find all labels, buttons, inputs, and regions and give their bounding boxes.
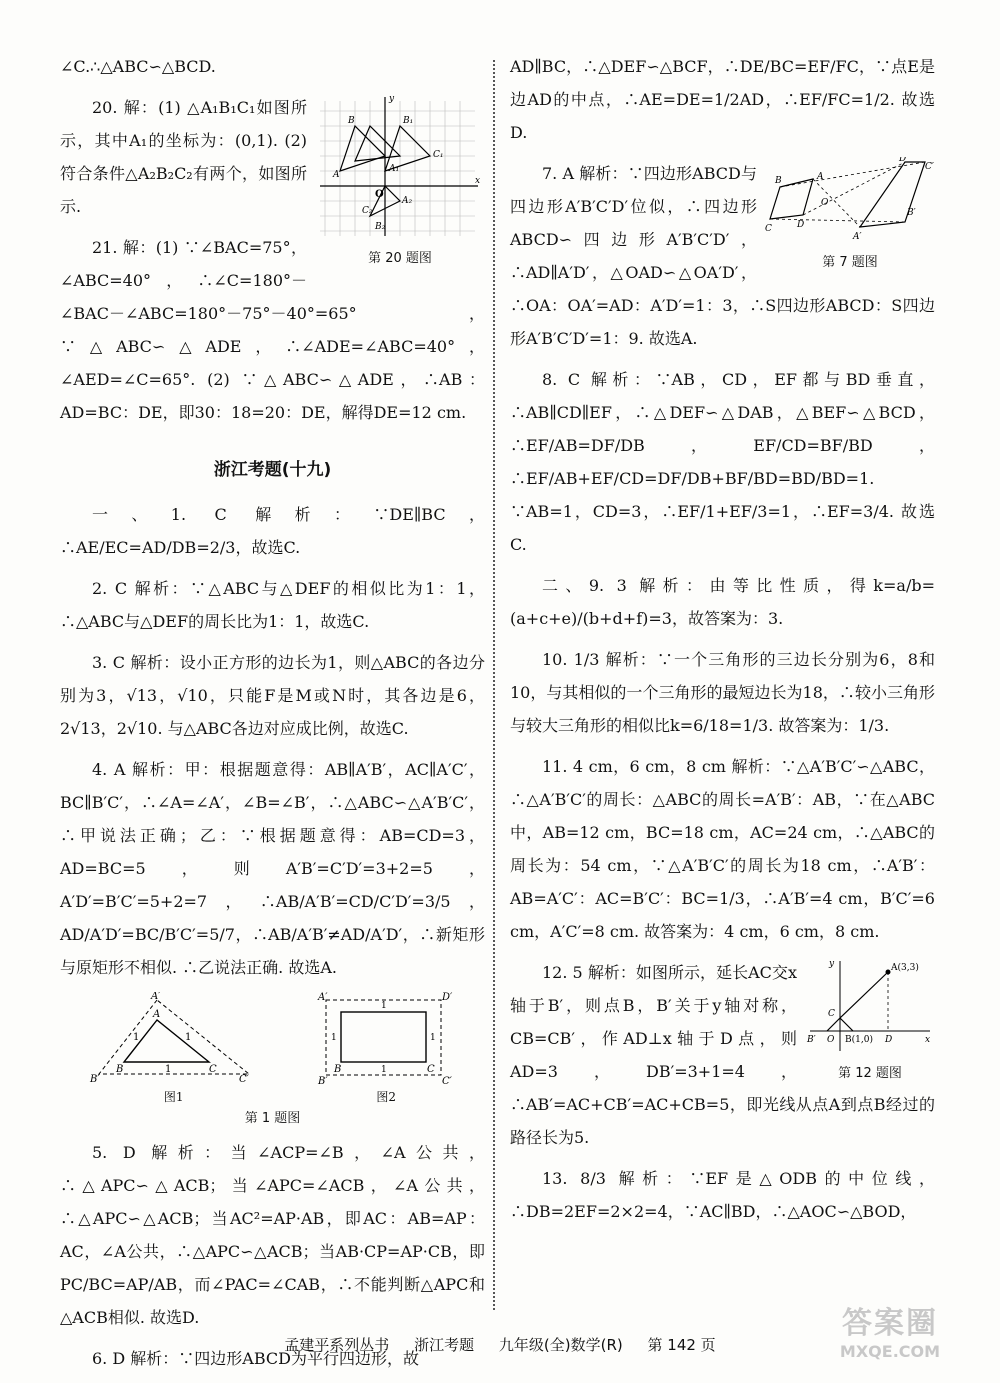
svg-text:C: C [765,224,772,234]
figure-1-sub-1-label: 图1 [163,1090,184,1104]
svg-text:B′: B′ [907,208,916,218]
left-paragraph-9: 6. D 解析：∵四边形ABCD为平行四边形，故 [92,1349,419,1368]
figure-12-coordinate-plot [805,956,935,1056]
svg-text:B: B [115,1064,124,1075]
right-paragraph-5: 10. 1/3 解析：∵一个三角形的三边长分别为6，8和10，与其相似的一个三角形的最短边长为18，∴较小三角形与较大三角形的相似比k=6/18=1/3. 故答案为：1/3. [510,650,935,735]
right-paragraph-4: 二、9. 3 解析：由等比性质，得k=a/b=(a+c+e)/(b+d+f)=3，故答案为：3. [510,576,935,628]
footer-series: 孟建平系列丛书 [284,1336,390,1354]
svg-text:O: O [375,189,384,200]
figure-12-caption: 第 12 题图 [838,1066,902,1081]
svg-text:B₁: B₁ [403,116,414,126]
svg-text:B₂: B₂ [375,222,386,232]
svg-text:A₁: A₁ [389,164,400,174]
footer-page-number: 第 142 页 [647,1336,716,1354]
svg-text:D′: D′ [442,992,453,1003]
svg-text:A: A [817,172,824,182]
svg-text:B: B [775,176,782,186]
figure-1-sub-1 [89,992,259,1105]
svg-text:B: B [348,116,355,126]
svg-text:B(1,0): B(1,0) [845,1035,873,1045]
svg-text:x: x [925,1035,931,1045]
watermark-domain: MXQE.COM [839,1342,941,1361]
svg-text:1: 1 [381,1001,387,1011]
figure-1-caption: 第 1 题图 [244,1111,301,1126]
left-paragraph-5: 2. C 解析：∵△ABC与△DEF的相似比为1：1，∴△ABC与△DEF的周长比为1：1，故选C. [60,579,485,631]
svg-text:C: C [208,1064,217,1075]
right-paragraph-2: 7. A 解析：∵四边形ABCD与四边形A′B′C′D′位似，∴四边形ABCD∽四边形A′B′C′D′，∴AD∥A′D′，△OAD∽△OA′D′，∴OA：OA′=AD：A′D′=1：3，∴S四边形ABCD：S四边形A′B′C′D′=1：9. 故选A. [510,164,935,348]
figure-1-sub-2 [316,992,456,1105]
svg-text:A: A [333,170,340,180]
figure-20-caption: 第 20 题图 [368,251,432,266]
left-paragraph-1: ∠C.∴△ABC∽△BCD. [60,57,216,76]
svg-text:B′: B′ [807,1035,816,1045]
left-paragraph-8: 5. D 解析：当∠ACP=∠B，∠A公共，∴△APC∽△ACB；当∠APC=∠ACB，∠A公共，∴△APC∽△ACB；当AC²=AP·AB，即AC：AB=AP：AC，∠A公共，∴△APC∽△ACB；当AB·CP=AP·CB，即PC/BC=AP/AB，而∠PAC=∠CAB，∴不能判断△APC和△ACB相似. 故选D. [60,1143,485,1327]
watermark-logo-text: 答案圈 [842,1306,938,1341]
figure-20 [315,91,485,266]
svg-text:1: 1 [164,1064,172,1075]
svg-text:C′: C′ [925,162,934,172]
section-title: 浙江考题(十九) [213,460,332,480]
footer-title: 浙江考题 [414,1336,475,1354]
left-paragraph-6: 3. C 解析：设小正方形的边长为1，则△ABC的各边分别为3，√13，√10，只能F是M或N时，其各边是6，2√13，2√10. 与△ABC各边对应成比例，故选C. [60,653,485,738]
svg-text:y: y [389,94,395,104]
svg-text:B′: B′ [89,1074,100,1084]
svg-text:B′: B′ [318,1076,328,1084]
watermark-logo [820,1298,960,1361]
svg-text:C₂: C₂ [362,206,373,216]
svg-text:B: B [334,1064,342,1075]
right-column [510,50,935,1236]
svg-text:1: 1 [331,1033,337,1043]
svg-text:A₂: A₂ [402,196,413,206]
svg-text:1: 1 [381,1065,387,1075]
svg-text:C′: C′ [238,1074,249,1084]
svg-text:1: 1 [132,1032,140,1043]
right-paragraph-8: 13. 8/3 解析：∵EF是△ODB的中位线，∴DB=2EF=2×2=4，∵AC∥BD，∴△AOC∽△BOD， [510,1169,935,1221]
svg-text:D: D [885,1035,893,1045]
svg-text:x: x [475,176,481,186]
right-paragraph-3: 8. C 解析：∵AB，CD，EF都与BD垂直，∴AB∥CD∥EF，∴△DEF∽△DAB，△BEF∽△BCD，∴EF/AB=DF/DB，EF/CD=BF/BD，∴EF/AB+EF/CD=DF/DB+BF/BD=BD/BD=1. ∵AB=1，CD=3，∴EF/1+EF/3=1，∴EF=3/4. 故选C. [510,370,935,554]
right-paragraph-6: 11. 4 cm，6 cm，8 cm 解析：∵△A′B′C′∽△ABC，∴△A′B′C′的周长：△ABC的周长=A′B′：AB，∵在△ABC中，AB=12 cm，BC=18 cm，AC=24 cm，∴△ABC的周长为：54 cm，∵△A′B′C′的周长为18 cm，∴A′B′：AB=A′C′：AC=B′C′：BC=1/3，∴A′B′=4 cm，B′C′=6 cm，A′C′=8 cm. 故答案为：4 cm，6 cm，8 cm. [510,757,935,941]
svg-text:O: O [821,198,829,208]
svg-text:C: C [828,1009,835,1019]
figure-7-caption: 第 7 题图 [822,255,878,270]
svg-text:D′: D′ [899,157,909,164]
svg-text:1: 1 [430,1033,436,1043]
left-column [60,50,485,1383]
svg-text:A′: A′ [318,992,328,1003]
svg-text:A(3,3): A(3,3) [891,963,919,973]
svg-text:A: A [152,1009,160,1020]
svg-text:C₁: C₁ [433,150,444,160]
left-paragraph-2: 20. 解：(1) △A₁B₁C₁如图所示，其中A₁的坐标为：(0,1). (2)符合条件△A₂B₂C₂有两个，如图所示. [60,98,307,216]
svg-text:A′: A′ [150,992,161,1002]
svg-text:1: 1 [184,1032,192,1043]
svg-text:C: C [427,1064,435,1075]
figure-1 [60,992,485,1126]
svg-text:A′: A′ [853,232,862,242]
svg-text:C′: C′ [442,1076,453,1084]
left-paragraph-3: 21. 解：(1) ∵∠BAC=75°，∠ABC=40°，∴∠C=180°－∠BAC－∠ABC=180°－75°－40°=65°，∵△ABC∽△ADE，∴∠ADE=∠ABC=40°，∠AED=∠C=65°. (2) ∵△ABC∽△ADE，∴AB：AD=BC：DE，即30：18=20：DE，解得DE=12 cm. [60,238,485,422]
svg-text:y: y [829,959,835,969]
figure-1-sub-2-label: 图2 [376,1090,397,1104]
figure-7-homothety [765,157,935,245]
figure-20-coordinate-grid [315,91,485,241]
right-paragraph-1: AD∥BC，∴△DEF∽△BCF，∴DE/BC=EF/FC，∵点E是边AD的中点，∴AE=DE=1/2AD，∴EF/FC=1/2. 故选D. [510,57,935,142]
left-paragraph-7: 4. A 解析：甲：根据题意得：AB∥A′B′，AC∥A′C′，BC∥B′C′，∴∠A=∠A′，∠B=∠B′，∴△ABC∽△A′B′C′，∴甲说法正确；乙：∵根据题意得：AB=CD=3，AD=BC=5，则A′B′=C′D′=3+2=5，A′D′=B′C′=5+2=7，∴AB/A′B′=CD/C′D′=3/5，AD/A′D′=BC/B′C′=5/7，∴AB/A′B′≠AD/A′D′，∴新矩形与原矩形不相似. ∴乙说法正确. 故选A. [60,760,485,977]
column-divider [493,60,495,1310]
figure-12 [805,956,935,1081]
left-paragraph-4: 一、1. C 解析：∵DE∥BC，∴AE/EC=AD/DB=2/3，故选C. [60,505,485,557]
footer-grade: 九年级(全)数学(R) [498,1336,623,1354]
figure-1-rectangle [316,992,456,1084]
figure-1-triangle [89,992,259,1084]
svg-text:O: O [827,1035,835,1045]
right-paragraph-7: 12. 5 解析：如图所示，延长AC交x轴于B′，则点B，B′关于y轴对称，CB=CB′，作AD⊥x轴于D点，则AD=3，DB′=3+1=4，∴AB′=AC+CB′=AC+CB=5，即光线从点A到点B经过的路径长为5. [510,963,935,1147]
figure-7 [765,157,935,270]
svg-text:D: D [797,220,805,230]
